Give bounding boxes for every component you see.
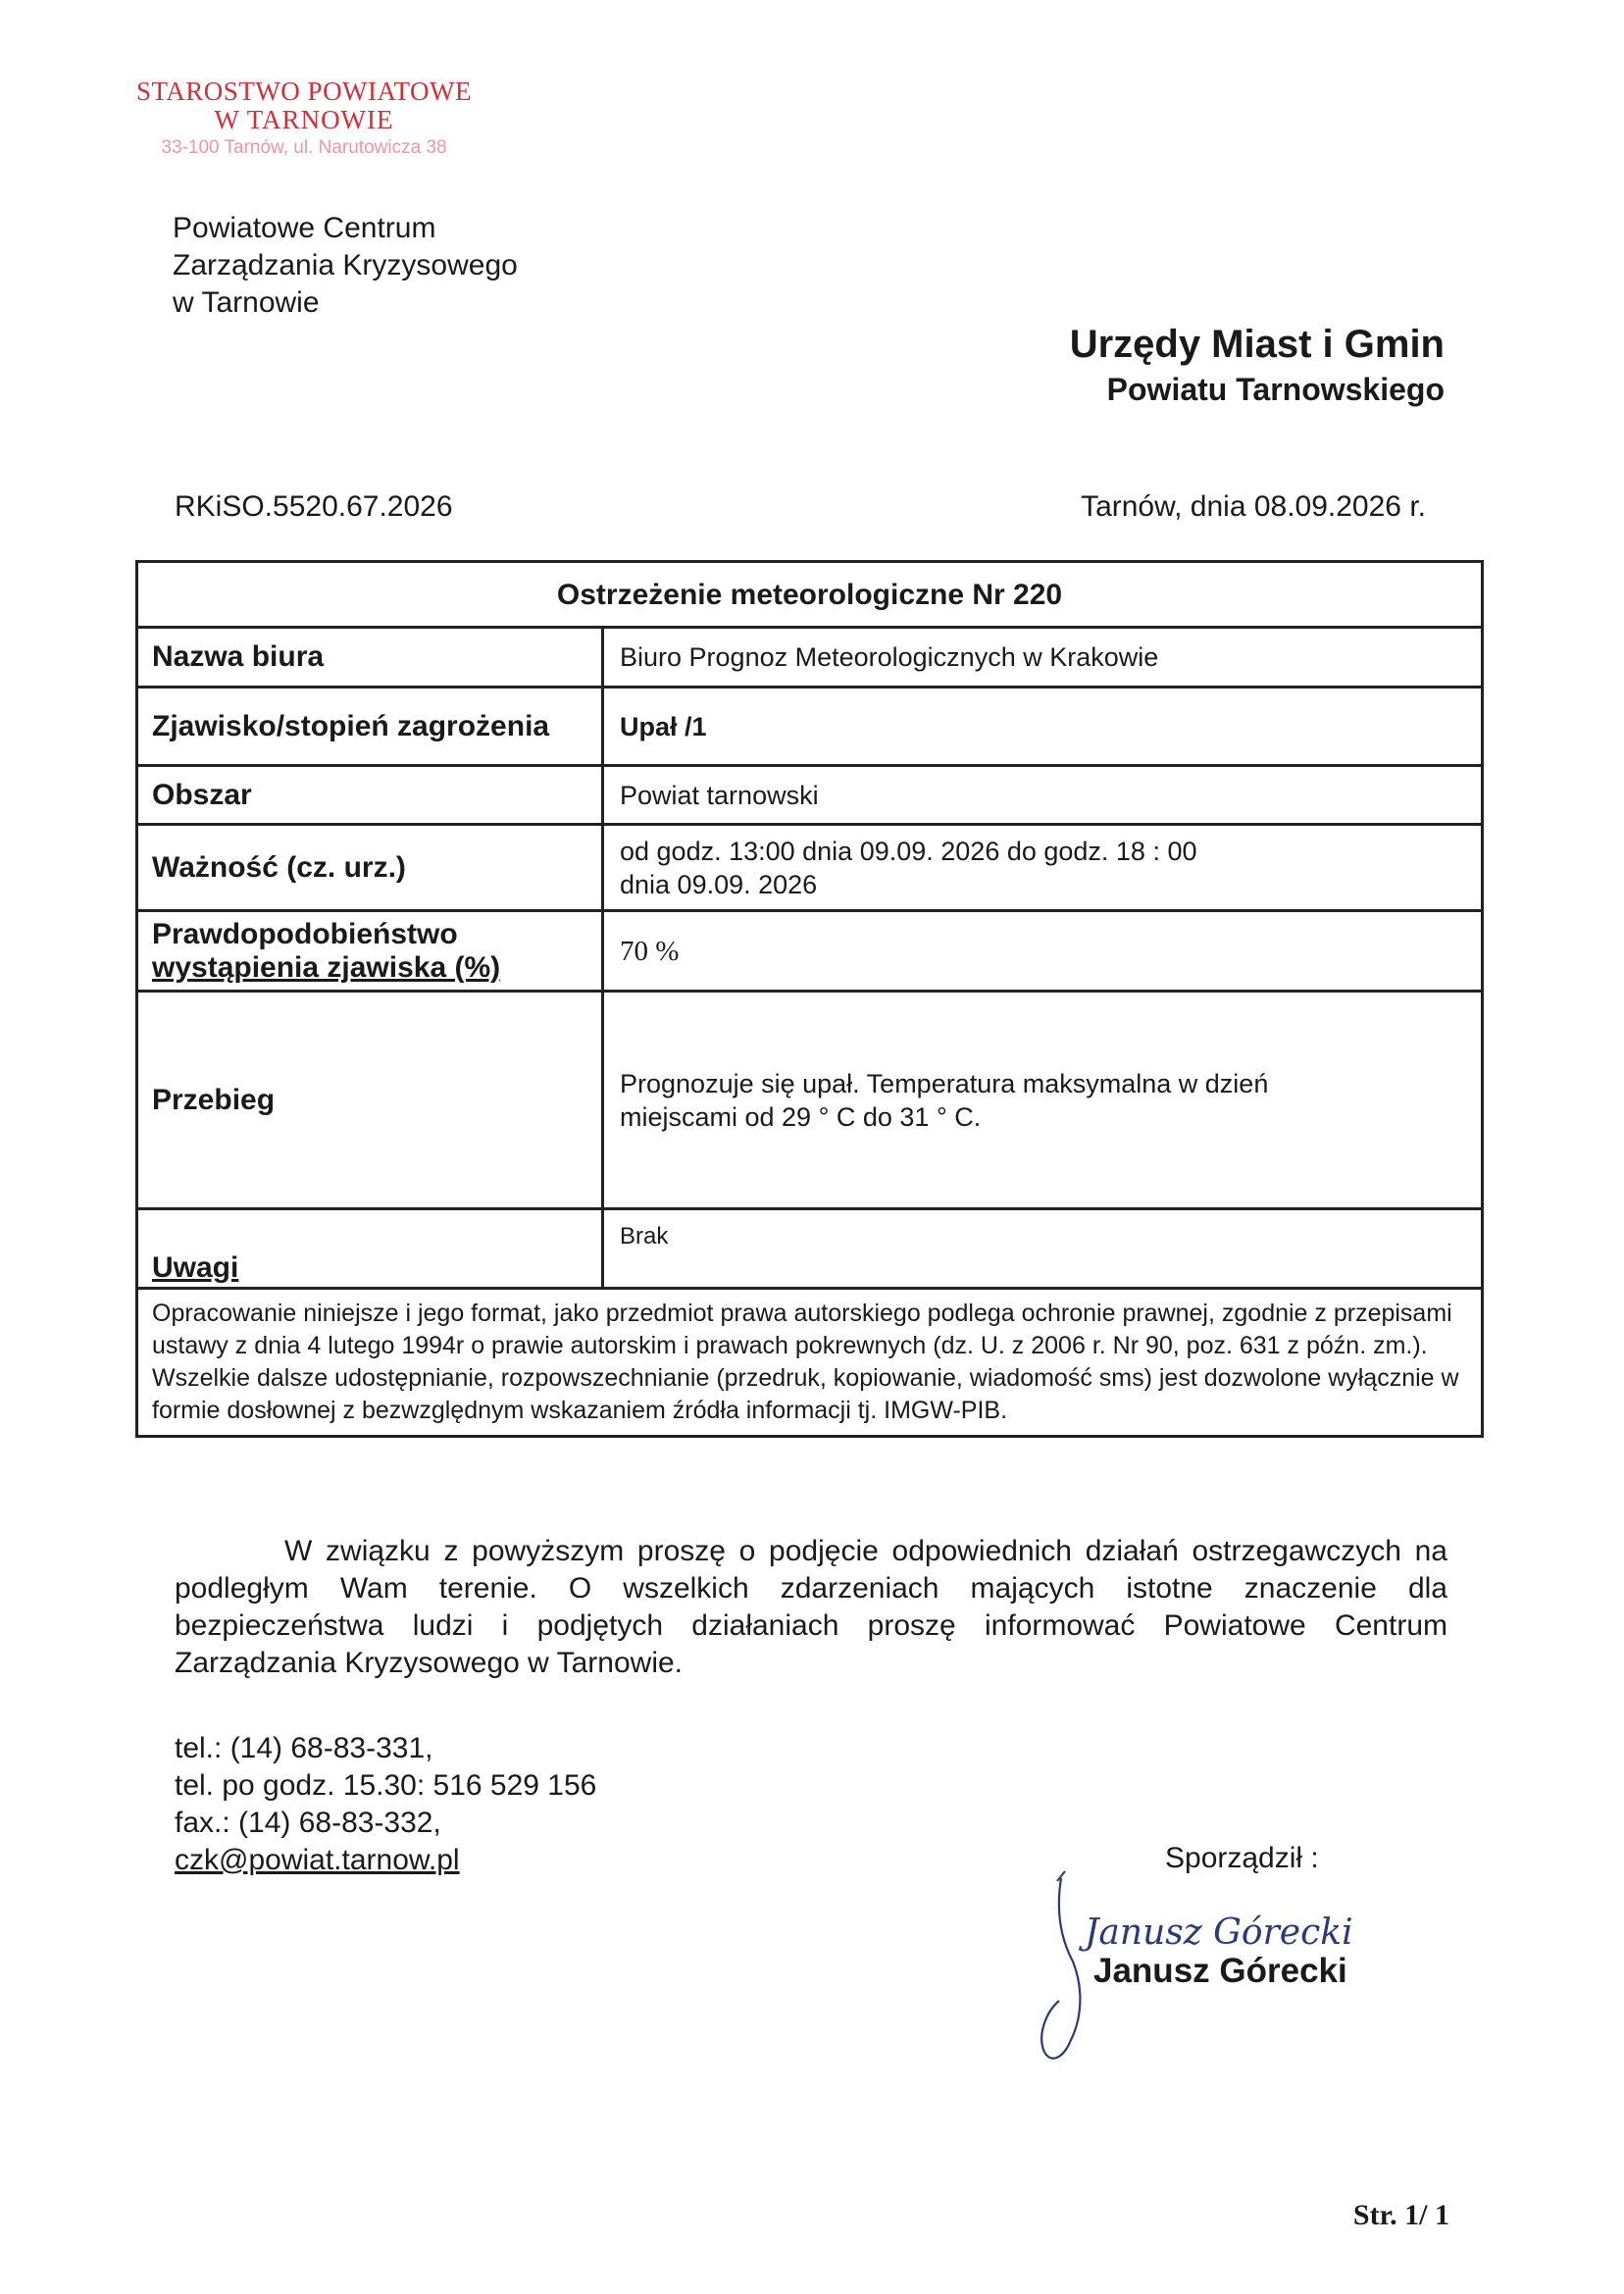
table-row: [138, 688, 1481, 767]
stamp-line-1: STAROSTWO POWIATOWE: [135, 76, 473, 106]
sender-line-3: w Tarnowie: [173, 286, 320, 319]
recipient-line-1: Urzędy Miast i Gmin: [1069, 323, 1445, 366]
contact-fax: fax.: (14) 68-83-332,: [175, 1807, 441, 1839]
row-value: Biuro Prognoz Meteorologicznych w Krakowie: [620, 642, 1159, 672]
row-value: [604, 993, 1481, 1207]
contact-block: [175, 1730, 596, 1879]
contact-email-link[interactable]: czk@powiat.tarnow.pl: [175, 1844, 460, 1876]
course-line-1: Prognozuje się upał. Temperatura maksymalna w dzień: [620, 1068, 1269, 1098]
row-label: Przebieg: [138, 993, 604, 1207]
sender-block: [173, 210, 518, 322]
table-row: [138, 629, 1481, 688]
table-row: [138, 912, 1481, 993]
row-label: Zjawisko/stopień zagrożenia: [138, 688, 604, 764]
contact-tel-after-hours: tel. po godz. 15.30: 516 529 156: [175, 1769, 597, 1802]
row-value: Upał /1: [620, 711, 707, 741]
row-label: [138, 912, 604, 990]
warning-title: Ostrzeżenie meteorologiczne Nr 220: [138, 563, 1481, 629]
table-row: [138, 1210, 1481, 1290]
institution-stamp: [118, 76, 490, 163]
row-label: Ważność (cz. urz.): [138, 826, 604, 909]
row-value: 70 %: [620, 935, 680, 967]
body-paragraph: [175, 1533, 1447, 1682]
signer-name: Janusz Górecki: [1093, 1952, 1347, 1990]
probability-label-line-1: Prawdopodobieństwo: [152, 917, 458, 950]
reference-number: RKiSO.5520.67.2026: [175, 490, 453, 523]
contact-tel: tel.: (14) 68-83-331,: [175, 1732, 433, 1764]
table-row: [138, 826, 1481, 912]
row-label: Obszar: [138, 767, 604, 823]
table-row: [138, 993, 1481, 1210]
copyright-note-2: Wszelkie dalsze udostępnianie, rozpowszechnianie (przedruk, kopiowanie, wiadomość sms) jest dozwolone wyłącznie w formie dosłownej z bezwzględnym wskazaniem źródła informacji tj. IMGW-PIB.: [152, 1364, 1459, 1424]
row-label: Nazwa biura: [138, 629, 604, 686]
body-text: W związku z powyższym proszę o podjęcie odpowiednich działań ostrzegawczych na podległym Wam terenie. O wszelkich zdarzeniach mających istotne znaczenie dla bezpieczeństwa ludzi i podjętych działaniach proszę informować Powiatowe Centrum Zarządzania Kryzysowego w Tarnowie.: [175, 1535, 1447, 1679]
recipient-block: [1070, 320, 1445, 410]
table-row: [138, 767, 1481, 826]
course-line-2: miejscami od 29 ° C do 31 ° C.: [620, 1101, 982, 1132]
validity-line-1: od godz. 13:00 dnia 09.09. 2026 do godz. 18 : 00: [620, 836, 1197, 866]
validity-line-2: dnia 09.09. 2026: [620, 869, 818, 899]
prepared-by-label: Sporządził :: [1165, 1842, 1319, 1874]
warning-table: [135, 560, 1484, 1438]
page-number: Str. 1/ 1: [1352, 2199, 1449, 2231]
sender-line-1: Powiatowe Centrum: [173, 212, 436, 244]
date-line: Tarnów, dnia 08.09.2026 r.: [1081, 490, 1426, 523]
recipient-line-2: Powiatu Tarnowskiego: [1106, 372, 1445, 407]
row-value: Powiat tarnowski: [620, 780, 819, 810]
copyright-note: [138, 1290, 1481, 1435]
copyright-note-1: Opracowanie niniejsze i jego format, jako przedmiot prawa autorskiego podlega ochronie prawnej, zgodnie z przepisami ustawy z dnia 4 lutego 1994r o prawie autorskim i prawach pokrewnych (dz. U. z 2006 r. Nr 90, poz. 631 z późn. zm.).: [152, 1300, 1452, 1359]
row-label: Uwagi: [138, 1210, 604, 1287]
row-value: Brak: [620, 1223, 669, 1249]
row-value: [604, 826, 1481, 909]
stamp-address: 33-100 Tarnów, ul. Narutowicza 38: [161, 137, 447, 158]
stamp-line-2: W TARNOWIE: [214, 105, 394, 134]
signature-handwriting: Janusz Górecki: [1085, 1912, 1353, 1953]
probability-label-line-2: wystąpienia zjawiska (%): [152, 950, 501, 984]
sender-line-2: Zarządzania Kryzysowego: [173, 249, 518, 281]
